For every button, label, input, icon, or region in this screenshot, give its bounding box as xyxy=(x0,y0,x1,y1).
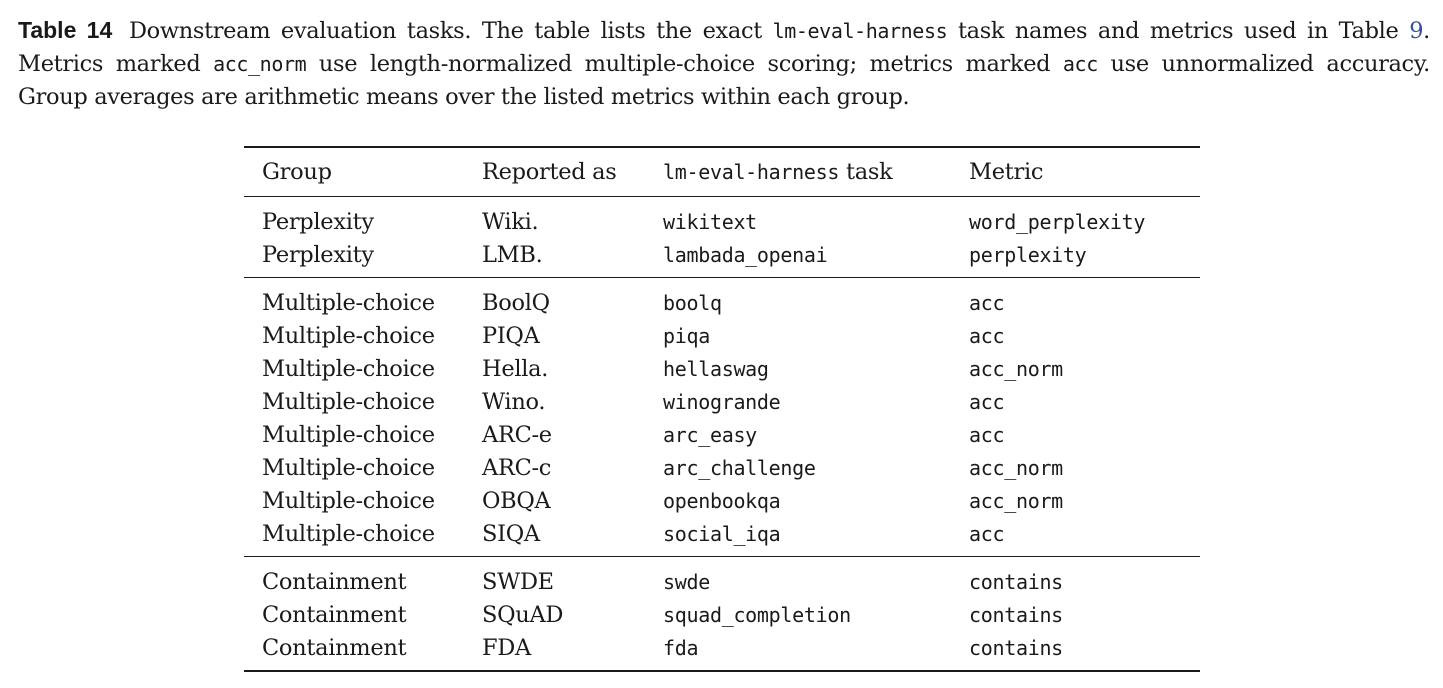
table-row xyxy=(244,631,1200,671)
cell-task: arc_easy xyxy=(663,422,757,447)
table-row xyxy=(244,238,1200,278)
table-header xyxy=(244,147,1200,197)
table-row xyxy=(244,385,1200,418)
cell-group: Multiple-choice xyxy=(262,454,435,481)
cell-metric: contains xyxy=(969,602,1063,627)
table-reference-link[interactable]: 9 xyxy=(1409,18,1424,44)
header-group: Group xyxy=(262,159,332,185)
caption-text: use unnormalized accuracy. Group averages are arithmetic means over the listed metrics within each group. xyxy=(18,51,1430,110)
header-metric: Metric xyxy=(969,159,1044,185)
cell-metric: acc_norm xyxy=(969,488,1063,513)
cell-metric: acc xyxy=(969,290,1005,315)
tasks-table xyxy=(244,146,1200,672)
cell-group: Containment xyxy=(262,634,407,661)
header-task xyxy=(645,147,951,197)
caption-code-acc-norm: acc_norm xyxy=(213,52,307,76)
table-row xyxy=(244,418,1200,451)
cell-task: arc_challenge xyxy=(663,455,816,480)
cell-task: openbookqa xyxy=(663,488,781,513)
table-caption xyxy=(18,14,1430,114)
cell-metric: acc xyxy=(969,521,1005,546)
cell-metric: acc_norm xyxy=(969,455,1063,480)
cell-task: squad_completion xyxy=(663,602,851,627)
cell-metric: perplexity xyxy=(969,242,1087,267)
cell-metric: acc xyxy=(969,422,1005,447)
table-row xyxy=(244,517,1200,557)
cell-group: Multiple-choice xyxy=(262,421,435,448)
cell-task: winogrande xyxy=(663,389,781,414)
cell-group: Containment xyxy=(262,601,407,628)
table-row xyxy=(244,319,1200,352)
cell-reported-as: SIQA xyxy=(482,520,540,547)
cell-reported-as: SQuAD xyxy=(482,601,564,628)
cell-metric: word_perplexity xyxy=(969,209,1146,234)
table-row xyxy=(244,451,1200,484)
cell-task: swde xyxy=(663,569,710,594)
cell-task: boolq xyxy=(663,290,722,315)
cell-metric: acc_norm xyxy=(969,356,1063,381)
caption-label: Table 14 xyxy=(18,17,113,43)
caption-code-harness: lm-eval-harness xyxy=(772,19,948,43)
cell-reported-as: SWDE xyxy=(482,568,554,595)
table-row xyxy=(244,557,1200,599)
caption-text: use length-normalized multiple-choice scoring; metrics marked xyxy=(318,51,1051,77)
header-reported-as: Reported as xyxy=(482,159,617,185)
cell-reported-as: FDA xyxy=(482,634,531,661)
cell-group: Multiple-choice xyxy=(262,355,435,382)
cell-reported-as: ARC-c xyxy=(482,454,552,481)
cell-task: fda xyxy=(663,635,699,660)
cell-group: Multiple-choice xyxy=(262,289,435,316)
table-row xyxy=(244,197,1200,239)
header-task-suffix: task xyxy=(845,159,893,185)
cell-group: Multiple-choice xyxy=(262,322,435,349)
caption-code-acc: acc xyxy=(1062,52,1098,76)
table-row xyxy=(244,484,1200,517)
cell-metric: acc xyxy=(969,389,1005,414)
table-row xyxy=(244,352,1200,385)
cell-reported-as: Hella. xyxy=(482,355,549,382)
cell-reported-as: Wino. xyxy=(482,388,546,415)
cell-task: lambada_openai xyxy=(663,242,828,267)
caption-text: task names and metrics used in Table xyxy=(957,18,1399,44)
cell-task: piqa xyxy=(663,323,710,348)
cell-reported-as: BoolQ xyxy=(482,289,550,316)
cell-reported-as: ARC-e xyxy=(482,421,552,448)
cell-group: Multiple-choice xyxy=(262,520,435,547)
cell-reported-as: OBQA xyxy=(482,487,551,514)
caption-text: . Metrics marked xyxy=(18,18,1430,77)
cell-reported-as: LMB. xyxy=(482,241,543,268)
cell-task: hellaswag xyxy=(663,356,769,381)
table-row xyxy=(244,278,1200,320)
cell-group: Perplexity xyxy=(262,208,374,235)
cell-reported-as: PIQA xyxy=(482,322,540,349)
header-row xyxy=(244,147,1200,197)
section-perplexity xyxy=(244,197,1200,278)
cell-metric: contains xyxy=(969,569,1063,594)
caption-text: Downstream evaluation tasks. The table lists the exact xyxy=(128,18,762,44)
cell-reported-as: Wiki. xyxy=(482,208,539,235)
cell-group: Multiple-choice xyxy=(262,388,435,415)
cell-group: Perplexity xyxy=(262,241,374,268)
table-row xyxy=(244,598,1200,631)
cell-group: Containment xyxy=(262,568,407,595)
cell-task: social_iqa xyxy=(663,521,781,546)
cell-metric: contains xyxy=(969,635,1063,660)
section-multiple-choice xyxy=(244,278,1200,557)
cell-task: wikitext xyxy=(663,209,757,234)
cell-metric: acc xyxy=(969,323,1005,348)
header-task-code: lm-eval-harness xyxy=(663,160,840,184)
cell-group: Multiple-choice xyxy=(262,487,435,514)
section-containment xyxy=(244,557,1200,672)
